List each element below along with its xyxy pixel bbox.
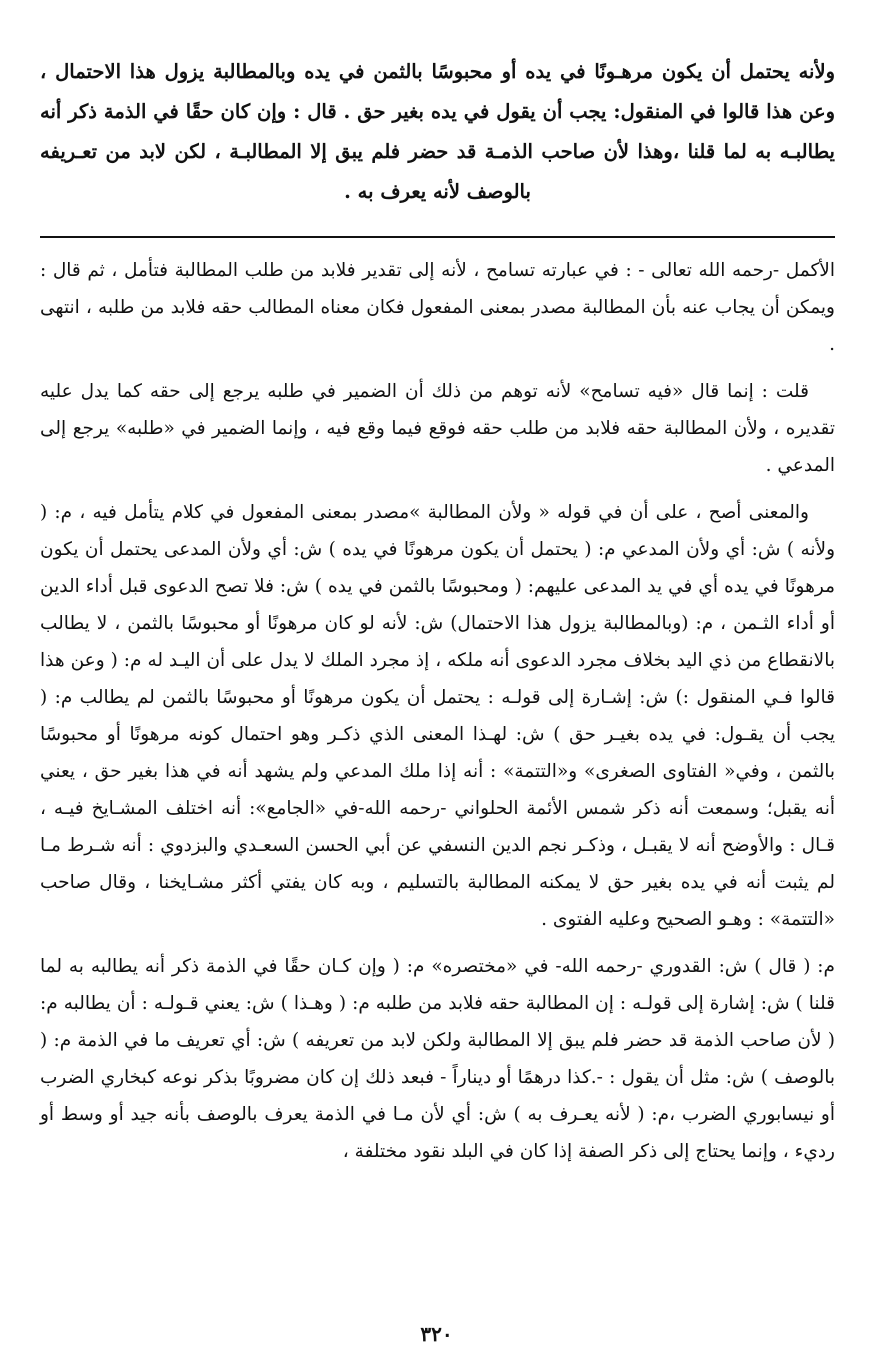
page-number: ٣٢٠ <box>420 1322 453 1346</box>
sharh-paragraph-3-text: والمعنى أصح ، على أن في قوله « ولأن المطالبة »مصدر بمعنى المفعول في كلام يتأمل فيه ، م: ( ولأنه ) ش: أي ولأن المدعي م: ( يحتمل أن يكون مرهونًا في يده ) ش: أي ولأن المدعى يحتمل أن يكون مرهونًا في يده أي في يد المدعى عليهم: ( ومحبوسًا بالثمن في يده ) ش: فلا تصح الدعوى قبل أداء الدين أو أداء الثـمن ، م: (وبالمطالبة يزول هذا الاحتمال) ش: لأنه لو كان مرهونًا أو محبوسًا بالثمن ، لا يطالب بالانقطاع من ذي اليد بخلاف مجرد الدعوى أنه ملكه ، إذ مجرد الملك لا يدل على أن اليـد له م: ( وعن هذا قالوا فـي المنقول :) ش: إشـارة إلى قولـه : يحتمل أن يكون مرهونًا أو محبوسًا بالثمن لم يطالب م: ( يجب أن يقـول: في يده بغيـر حق ) ش: لهـذا المعنى الذي ذكـر وهو احتمال كونه مرهونًا أو محبوسًا بالثمن ، وفي« الفتاوى الصغرى» و«التتمة» : أنه إذا ملك المدعي ولم يشهد أنه في هذا بغير حق ، يعني أنه يقبل؛ وسمعت أنه ذكر شمس الأئمة الحلواني -رحمه الله-في «الجامع»: أنه اختلف المشـايخ فيـه ، قـال : والأوضح أنه لا يقبـل ، وذكـر نجم الدين النسفي عن أبي الحسن السعـدي والبزدوي : أنه شـرط مـا لم يثبت أنه في يده بغير حق لا يمكنه المطالبة بالتسليم ، وبه كان يفتي أكثر مشـايخنا ، وقال صاحب «التتمة» : وهـو الصحيح وعليه الفتوى . <box>40 502 836 930</box>
matn-text: ولأنه يحتمل أن يكون مرهـونًا في يده أو محبوسًا بالثمن في يده وبالمطالبة يزول هذا الاحتمال ، وعن هذا قالوا في المنقول: يجب أن يقول في يده بغير حق . قال : وإن كان حقًا في الذمة ذكر أنه يطالبـه به لما قلنا ،وهذا لأن صاحب الذمـة قد حضر فلم يبق إلا المطالبـة ، لكن لابد من تعـريفه بالوصف لأنه يعرف به . <box>40 60 835 203</box>
sharh-paragraph-1 <box>40 252 835 363</box>
sharh-paragraph-2-text: قلت : إنما قال «فيه تسامح» لأنه توهم من ذلك أن الضمير في طلبه يرجع إلى حقه كما يدل عليه تقديره ، ولأن المطالبة حقه فلابد من طلب حقه فوقع فيما وقع فيه ، وإنما الضمير في «طلبه» يرجع إلى المدعي . <box>40 381 835 476</box>
separator-rule <box>40 236 835 238</box>
sharh-paragraph-1-text: الأكمل -رحمه الله تعالى - : في عبارته تسامح ، لأنه إلى تقدير فلابد من طلب المطالبة فتأمل ، ثم قال : ويمكن أن يجاب عنه بأن المطالبة مصدر بمعنى المفعول فكان معناه المطالب حقه فلابد من طلبه ، انتهى . <box>40 260 835 355</box>
sharh-paragraph-2 <box>40 373 835 484</box>
sharh-paragraph-4-text: م: ( قال ) ش: القدوري -رحمه الله- في «مختصره» م: ( وإن كـان حقًا في الذمة ذكر أنه يطالبه به لما قلنا ) ش: إشارة إلى قولـه : إن المطالبة حقه فلابد من طلبه م: ( وهـذا ) ش: يعني قـولـه : أن يطالبه م: ( لأن صاحب الذمة قد حضر فلم يبق إلا المطالبة ولكن لابد من تعريفه ) ش: أي تعريف ما في الذمة م: ( بالوصف ) ش: مثل أن يقول : -.كذا درهمًا أو ديناراً - فبعد ذلك إن كان مضروبًا بذكر نوعه كبخاري الضرب أو نيسابوري الضرب ،م: ( لأنه يعـرف به ) ش: أي لأن مـا في الذمة يعرف بالوصف بأنه جيد أو وسط أو رديء ، وإنما يحتاج إلى ذكر الصفة إذا كان في البلد نقود مختلفة ، <box>40 956 835 1162</box>
sharh-commentary <box>40 252 835 1170</box>
sharh-paragraph-4 <box>40 948 835 1170</box>
sharh-paragraph-3 <box>40 494 835 938</box>
